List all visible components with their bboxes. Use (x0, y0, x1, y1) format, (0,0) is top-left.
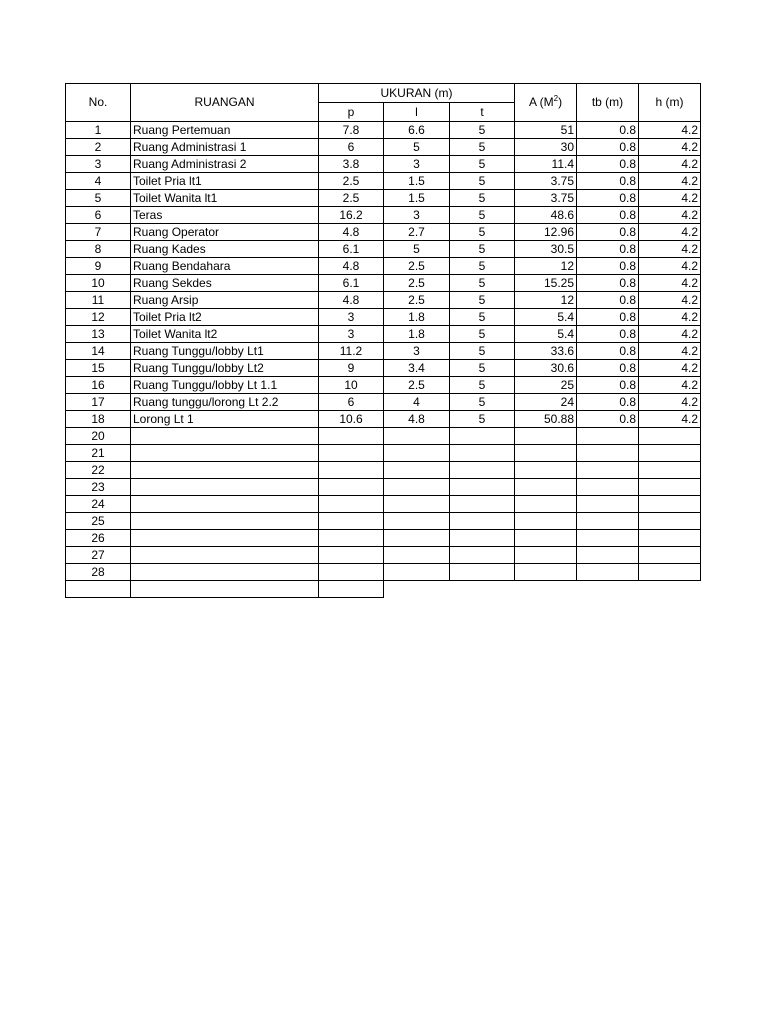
table-row (66, 530, 701, 547)
cell-h[interactable]: 4.2 (639, 207, 701, 224)
cell-no[interactable]: 5 (66, 190, 131, 207)
table-row (66, 462, 701, 479)
cell-ruangan[interactable] (131, 496, 319, 513)
header-t: t (450, 103, 515, 122)
cell-l[interactable]: 4.8 (384, 411, 450, 428)
cell-l[interactable]: 1.8 (384, 326, 450, 343)
cell-no[interactable]: 13 (66, 326, 131, 343)
cell-no[interactable]: 25 (66, 513, 131, 530)
cell-t[interactable]: 5 (450, 122, 515, 139)
table-row (66, 258, 701, 275)
cell-t[interactable] (450, 462, 515, 479)
cell-p[interactable]: 4.8 (319, 292, 384, 309)
cell-ruangan[interactable] (131, 479, 319, 496)
table-row (66, 394, 701, 411)
cell-t[interactable]: 5 (450, 309, 515, 326)
cell-l[interactable]: 2.5 (384, 377, 450, 394)
cell-t[interactable] (450, 496, 515, 513)
table-row (66, 122, 701, 139)
cell-tb[interactable]: 0.8 (577, 309, 639, 326)
cell-no[interactable]: 26 (66, 530, 131, 547)
cell-ruangan[interactable]: Ruang Pertemuan (131, 122, 319, 139)
cell-h[interactable] (639, 513, 701, 530)
cell-area[interactable]: 24 (515, 394, 577, 411)
cell-p[interactable] (319, 479, 384, 496)
cell-no[interactable]: 10 (66, 275, 131, 292)
cell-h[interactable]: 4.2 (639, 377, 701, 394)
table-row (66, 156, 701, 173)
cell-l[interactable] (384, 513, 450, 530)
cell-h[interactable]: 4.2 (639, 275, 701, 292)
table-row (66, 428, 701, 445)
cell-ruangan[interactable]: Ruang Sekdes (131, 275, 319, 292)
cell-h[interactable]: 4.2 (639, 394, 701, 411)
cell-tb[interactable]: 0.8 (577, 207, 639, 224)
cell-l[interactable]: 3 (384, 156, 450, 173)
cell-h[interactable]: 4.2 (639, 360, 701, 377)
header-tb: tb (m) (577, 84, 639, 122)
table-row (66, 513, 701, 530)
cell-t[interactable]: 5 (450, 241, 515, 258)
table-row (66, 241, 701, 258)
cell-ruangan[interactable]: Ruang Kades (131, 241, 319, 258)
table-row (66, 377, 701, 394)
cell-l[interactable] (384, 479, 450, 496)
cell-area[interactable]: 3.75 (515, 173, 577, 190)
cell-t[interactable]: 5 (450, 224, 515, 241)
cell-area[interactable]: 5.4 (515, 326, 577, 343)
cell-ruangan[interactable]: Toilet Wanita lt2 (131, 326, 319, 343)
cell-h[interactable] (639, 547, 701, 564)
table-row (66, 139, 701, 156)
cell-ruangan[interactable]: Toilet Pria lt2 (131, 309, 319, 326)
cell-p[interactable]: 4.8 (319, 224, 384, 241)
cell-tb[interactable]: 0.8 (577, 275, 639, 292)
cell-no[interactable]: 8 (66, 241, 131, 258)
cell-l[interactable] (384, 496, 450, 513)
cell-p[interactable]: 9 (319, 360, 384, 377)
cell-empty[interactable] (66, 581, 131, 598)
cell-outside (577, 581, 639, 598)
cell-t[interactable]: 5 (450, 139, 515, 156)
header-ukuran: UKURAN (m) (319, 84, 515, 103)
cell-area[interactable] (515, 479, 577, 496)
cell-h[interactable]: 4.2 (639, 411, 701, 428)
cell-no[interactable]: 4 (66, 173, 131, 190)
cell-area[interactable]: 25 (515, 377, 577, 394)
cell-tb[interactable]: 0.8 (577, 360, 639, 377)
table-row (66, 309, 701, 326)
table-row (66, 190, 701, 207)
cell-p[interactable] (319, 462, 384, 479)
cell-area[interactable]: 48.6 (515, 207, 577, 224)
table-row (66, 292, 701, 309)
table-row (66, 496, 701, 513)
cell-h[interactable]: 4.2 (639, 224, 701, 241)
cell-h[interactable] (639, 530, 701, 547)
cell-area[interactable]: 51 (515, 122, 577, 139)
cell-no[interactable]: 15 (66, 360, 131, 377)
cell-p[interactable]: 2.5 (319, 190, 384, 207)
cell-tb[interactable] (577, 479, 639, 496)
table-row (66, 173, 701, 190)
cell-no[interactable]: 9 (66, 258, 131, 275)
cell-ruangan[interactable]: Lorong Lt 1 (131, 411, 319, 428)
header-h: h (m) (639, 84, 701, 122)
cell-no[interactable]: 16 (66, 377, 131, 394)
header-area (515, 84, 577, 122)
cell-h[interactable]: 4.2 (639, 241, 701, 258)
cell-p[interactable] (319, 445, 384, 462)
cell-t[interactable]: 5 (450, 411, 515, 428)
cell-tb[interactable]: 0.8 (577, 411, 639, 428)
table-row (66, 224, 701, 241)
room-size-table (65, 83, 701, 598)
cell-l[interactable]: 3 (384, 343, 450, 360)
cell-area[interactable] (515, 513, 577, 530)
cell-tb[interactable]: 0.8 (577, 190, 639, 207)
cell-h[interactable]: 4.2 (639, 258, 701, 275)
cell-tb[interactable] (577, 564, 639, 581)
cell-area[interactable]: 12 (515, 292, 577, 309)
table-row (66, 207, 701, 224)
header-area-sup: 2 (553, 94, 559, 103)
cell-area[interactable]: 12 (515, 258, 577, 275)
cell-tb[interactable] (577, 530, 639, 547)
cell-p[interactable] (319, 496, 384, 513)
cell-tb[interactable]: 0.8 (577, 394, 639, 411)
cell-ruangan[interactable] (131, 513, 319, 530)
cell-l[interactable] (384, 564, 450, 581)
cell-p[interactable] (319, 428, 384, 445)
cell-tb[interactable]: 0.8 (577, 173, 639, 190)
cell-outside (639, 581, 701, 598)
cell-t[interactable] (450, 445, 515, 462)
cell-p[interactable] (319, 547, 384, 564)
cell-tb[interactable]: 0.8 (577, 156, 639, 173)
cell-t[interactable] (450, 513, 515, 530)
table-row (66, 275, 701, 292)
cell-area[interactable]: 11.4 (515, 156, 577, 173)
cell-no[interactable]: 20 (66, 428, 131, 445)
cell-p[interactable]: 3 (319, 326, 384, 343)
cell-t[interactable]: 5 (450, 326, 515, 343)
table-row (66, 547, 701, 564)
cell-area[interactable]: 30.6 (515, 360, 577, 377)
header-area-base: A (M (528, 95, 554, 109)
cell-area[interactable]: 50.88 (515, 411, 577, 428)
cell-t[interactable] (450, 530, 515, 547)
cell-ruangan[interactable]: Ruang Tunggu/lobby Lt 1.1 (131, 377, 319, 394)
table-row (66, 343, 701, 360)
cell-h[interactable]: 4.2 (639, 292, 701, 309)
cell-h[interactable]: 4.2 (639, 122, 701, 139)
cell-t[interactable]: 5 (450, 394, 515, 411)
cell-ruangan[interactable] (131, 547, 319, 564)
cell-t[interactable] (450, 428, 515, 445)
cell-p[interactable]: 2.5 (319, 173, 384, 190)
cell-tb[interactable]: 0.8 (577, 224, 639, 241)
cell-tb[interactable]: 0.8 (577, 292, 639, 309)
table-row (66, 479, 701, 496)
header-no: No. (66, 84, 131, 122)
cell-p[interactable]: 3 (319, 309, 384, 326)
cell-h[interactable] (639, 496, 701, 513)
cell-tb[interactable] (577, 513, 639, 530)
cell-l[interactable]: 5 (384, 241, 450, 258)
cell-l[interactable] (384, 428, 450, 445)
cell-p[interactable]: 10 (319, 377, 384, 394)
cell-l[interactable]: 1.5 (384, 190, 450, 207)
cell-p[interactable]: 11.2 (319, 343, 384, 360)
header-row-1 (66, 84, 701, 103)
cell-empty[interactable] (319, 581, 384, 598)
cell-no[interactable]: 27 (66, 547, 131, 564)
cell-ruangan[interactable] (131, 428, 319, 445)
cell-no[interactable]: 23 (66, 479, 131, 496)
cell-area[interactable] (515, 445, 577, 462)
cell-p[interactable]: 6 (319, 139, 384, 156)
cell-no[interactable]: 7 (66, 224, 131, 241)
cell-l[interactable]: 4 (384, 394, 450, 411)
cell-ruangan[interactable] (131, 462, 319, 479)
cell-p[interactable]: 10.6 (319, 411, 384, 428)
cell-t[interactable]: 5 (450, 360, 515, 377)
table-row-blank (66, 581, 701, 598)
cell-p[interactable]: 4.8 (319, 258, 384, 275)
cell-ruangan[interactable]: Ruang Administrasi 2 (131, 156, 319, 173)
cell-l[interactable]: 2.5 (384, 275, 450, 292)
cell-ruangan[interactable]: Teras (131, 207, 319, 224)
cell-tb[interactable]: 0.8 (577, 377, 639, 394)
cell-l[interactable]: 3.4 (384, 360, 450, 377)
cell-l[interactable]: 1.5 (384, 173, 450, 190)
cell-tb[interactable]: 0.8 (577, 326, 639, 343)
cell-ruangan[interactable]: Ruang tunggu/lorong Lt 2.2 (131, 394, 319, 411)
cell-no[interactable]: 21 (66, 445, 131, 462)
cell-h[interactable]: 4.2 (639, 326, 701, 343)
cell-t[interactable]: 5 (450, 258, 515, 275)
cell-t[interactable]: 5 (450, 207, 515, 224)
cell-area[interactable] (515, 547, 577, 564)
cell-l[interactable]: 2.5 (384, 258, 450, 275)
cell-tb[interactable]: 0.8 (577, 122, 639, 139)
cell-t[interactable]: 5 (450, 173, 515, 190)
cell-t[interactable] (450, 547, 515, 564)
cell-tb[interactable] (577, 445, 639, 462)
cell-h[interactable] (639, 445, 701, 462)
cell-t[interactable] (450, 564, 515, 581)
cell-p[interactable] (319, 564, 384, 581)
cell-l[interactable]: 1.8 (384, 309, 450, 326)
table-row (66, 326, 701, 343)
cell-h[interactable]: 4.2 (639, 309, 701, 326)
cell-area[interactable] (515, 462, 577, 479)
cell-no[interactable]: 11 (66, 292, 131, 309)
cell-h[interactable]: 4.2 (639, 139, 701, 156)
cell-outside (384, 581, 450, 598)
cell-p[interactable]: 16.2 (319, 207, 384, 224)
cell-no[interactable]: 22 (66, 462, 131, 479)
cell-p[interactable]: 6.1 (319, 241, 384, 258)
cell-outside (515, 581, 577, 598)
cell-tb[interactable]: 0.8 (577, 343, 639, 360)
cell-l[interactable]: 5 (384, 139, 450, 156)
cell-t[interactable]: 5 (450, 156, 515, 173)
cell-tb[interactable] (577, 547, 639, 564)
cell-no[interactable]: 17 (66, 394, 131, 411)
table-row (66, 564, 701, 581)
cell-p[interactable] (319, 530, 384, 547)
cell-l[interactable]: 3 (384, 207, 450, 224)
cell-area[interactable] (515, 496, 577, 513)
cell-no[interactable]: 18 (66, 411, 131, 428)
cell-area[interactable]: 15.25 (515, 275, 577, 292)
header-p: p (319, 103, 384, 122)
cell-no[interactable]: 6 (66, 207, 131, 224)
header-area-tail: ) (558, 95, 563, 109)
cell-ruangan[interactable] (131, 564, 319, 581)
cell-no[interactable]: 28 (66, 564, 131, 581)
table-row (66, 411, 701, 428)
cell-area[interactable]: 33.6 (515, 343, 577, 360)
cell-no[interactable]: 2 (66, 139, 131, 156)
cell-no[interactable]: 1 (66, 122, 131, 139)
cell-h[interactable]: 4.2 (639, 156, 701, 173)
cell-tb[interactable] (577, 496, 639, 513)
cell-no[interactable]: 3 (66, 156, 131, 173)
cell-l[interactable] (384, 530, 450, 547)
cell-t[interactable]: 5 (450, 275, 515, 292)
cell-p[interactable]: 3.8 (319, 156, 384, 173)
cell-l[interactable]: 6.6 (384, 122, 450, 139)
cell-l[interactable] (384, 547, 450, 564)
cell-t[interactable]: 5 (450, 377, 515, 394)
cell-l[interactable] (384, 462, 450, 479)
cell-area[interactable]: 12.96 (515, 224, 577, 241)
cell-t[interactable]: 5 (450, 292, 515, 309)
cell-ruangan[interactable]: Ruang Tunggu/lobby Lt1 (131, 343, 319, 360)
cell-l[interactable]: 2.5 (384, 292, 450, 309)
cell-h[interactable] (639, 462, 701, 479)
cell-h[interactable]: 4.2 (639, 190, 701, 207)
cell-t[interactable]: 5 (450, 343, 515, 360)
cell-tb[interactable] (577, 428, 639, 445)
cell-p[interactable] (319, 513, 384, 530)
cell-area[interactable] (515, 428, 577, 445)
cell-area[interactable]: 30 (515, 139, 577, 156)
cell-ruangan[interactable]: Ruang Bendahara (131, 258, 319, 275)
table-row (66, 360, 701, 377)
cell-no[interactable]: 12 (66, 309, 131, 326)
cell-h[interactable]: 4.2 (639, 343, 701, 360)
cell-ruangan[interactable]: Toilet Pria lt1 (131, 173, 319, 190)
cell-tb[interactable]: 0.8 (577, 139, 639, 156)
cell-area[interactable]: 30.5 (515, 241, 577, 258)
cell-empty[interactable] (131, 581, 319, 598)
cell-ruangan[interactable]: Ruang Arsip (131, 292, 319, 309)
cell-h[interactable]: 4.2 (639, 173, 701, 190)
table-row (66, 445, 701, 462)
cell-ruangan[interactable]: Ruang Administrasi 1 (131, 139, 319, 156)
cell-area[interactable] (515, 564, 577, 581)
cell-ruangan[interactable]: Toilet Wanita lt1 (131, 190, 319, 207)
cell-p[interactable]: 6.1 (319, 275, 384, 292)
cell-ruangan[interactable]: Ruang Tunggu/lobby Lt2 (131, 360, 319, 377)
cell-area[interactable] (515, 530, 577, 547)
table-body (66, 84, 701, 598)
cell-ruangan[interactable]: Ruang Operator (131, 224, 319, 241)
cell-no[interactable]: 24 (66, 496, 131, 513)
cell-ruangan[interactable] (131, 445, 319, 462)
cell-p[interactable]: 7.8 (319, 122, 384, 139)
cell-h[interactable] (639, 564, 701, 581)
cell-p[interactable]: 6 (319, 394, 384, 411)
cell-tb[interactable]: 0.8 (577, 241, 639, 258)
cell-t[interactable] (450, 479, 515, 496)
cell-outside (450, 581, 515, 598)
header-ruangan: RUANGAN (131, 84, 319, 122)
cell-t[interactable]: 5 (450, 190, 515, 207)
cell-l[interactable]: 2.7 (384, 224, 450, 241)
header-l: l (384, 103, 450, 122)
cell-area[interactable]: 3.75 (515, 190, 577, 207)
cell-area[interactable]: 5.4 (515, 309, 577, 326)
cell-h[interactable] (639, 479, 701, 496)
cell-h[interactable] (639, 428, 701, 445)
spreadsheet-sheet (65, 83, 701, 598)
cell-l[interactable] (384, 445, 450, 462)
cell-tb[interactable]: 0.8 (577, 258, 639, 275)
cell-ruangan[interactable] (131, 530, 319, 547)
cell-no[interactable]: 14 (66, 343, 131, 360)
cell-tb[interactable] (577, 462, 639, 479)
